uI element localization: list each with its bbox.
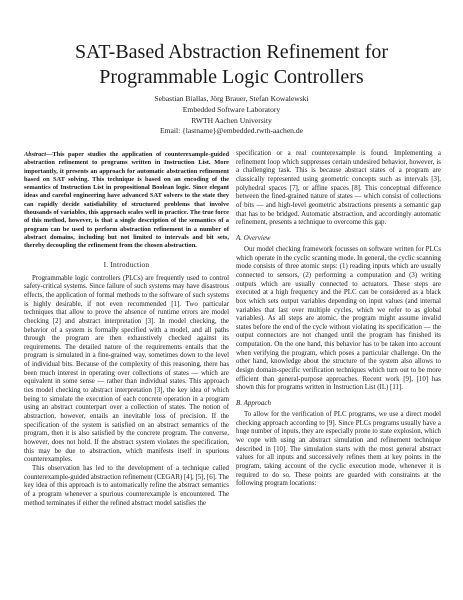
author-email: Email: {lastname}@embedded.rwth-aachen.de (159, 126, 304, 136)
overview-paragraph: Our model checking framework focusses on software written for PLCs which operate in the cyclic scanning mode. In general, the cyclic scanning mode consists of three atomic steps: (1) reading inputs which are usually connected to sensors, (2) performing a computation and (3) writing outputs which are usually connected to actuators. These steps are executed at a high frequency and the PLC can be considered as a black box which sets output variables depending on input values (and internal variables that last over multiple cycles, which we refer to as global variables). As all steps are atomic, the program might assume invalid states before the end of the cycle without violating its specification — the output connectors are not changed until the program has finished its computation. On the one hand, this behavior has to be taken into account when verifying the program, which poses a particular challenge. On the other hand, knowledge about the structure of the system also allows to design domain-specific verification techniques which turn out to be more efficient than general-purpose approaches. Recent work [9], [10] has shown this for programs written in Instruction List (IL) [11]. (236, 245, 441, 392)
abstract (24, 151, 229, 251)
author-names: Sebastian Biallas, Jörg Brauer, Stefan Kowalewski (154, 94, 309, 103)
right-column (236, 150, 441, 489)
intro-paragraph-2-continued: specification or a real counterexample is found. Implementing a refinement loop which suppresses certain undesired behavior, however, is a challenging task. This is because abstract states of a program are classically represented using geometric concepts such as intervals [3], polyhedral spaces [7], or affine spaces [8]. This conceptual difference between the fined-grained nature of states — which consist of collections of bits — and high-level geometric abstractions presents a semantic gap that has to be bridged. Automatic abstraction, and accordingly automatic refinement, presents a technique to overcome this gap. (236, 150, 441, 227)
approach-paragraph: To allow for the verification of PLC programs, we use a direct model checking approach according to [9]. Since PLCs programs usually have a huge number of inputs, they are especially prone to state explosion, which we cope with using an abstract simulation and refinement technique described in [10]. The simulation starts with the most general abstract values for all inputs and successively refines them at key points in the program, taking account of the cyclic execution mode, whenever it is required to do so. These points are guarded with constraints at the following program locations: (236, 411, 441, 488)
affiliation-university: RWTH Aachen University (191, 115, 272, 125)
paper-title (0, 40, 463, 90)
abstract-text: —This paper studies the application of counterexample-guided abstraction refinement to programs written in Instruction List. More importantly, it presents an approach for automatic abstraction refinement based on SAT solving. This technique is based on an encoding of the semantics of Instruction List in propositional Boolean logic. Since elegant ideas and careful engineering have advanced SAT solvers to the state they can rapidly decide satisfiability of structured problems that involve thousands of variables, this approach scales well in practice. The true force of this method, however, is that a single description of the semantics of a program can be used to perform abstraction refinement in a number of abstract domains, including but not limited to intervals and bit sets, thereby decoupling the refinement from the chosen abstraction. (24, 151, 229, 250)
section-heading-introduction: I. Introduction (103, 259, 150, 269)
title-line-2: Programmable Logic Controllers (99, 66, 364, 88)
affiliation-lab: Embedded Software Laboratory (182, 104, 281, 114)
intro-paragraph-1: Programmable logic controllers (PLCs) are frequently used to control safety-critical systems. Since failure of such systems may have disastrous effects, the application of formal methods to the software of such systems is highly desirable, if not even recommended [1]. Two particular techniques that allow to prove the absence of runtime errors are model checking [2] and abstract interpretation [3]. In model checking, the behavior of a system is formally specified with a model, and all paths through the program are then exhaustively checked against its requirements. The detailed nature of the requirements entails that the program is simulated in a fine-grained way, sometimes down to the level of individual bits. Because of the complexity of this reasoning, there has been much interest in operating over collections of states — which are equivalent in some sense — rather than individual states. This approach ties model checking to abstract interpretation [3], the key idea of which being to simulate the execution of each concrete operation in a program using an abstract counterpart over a collection of states. The notion of abstraction, however, entails an inevitable loss of precision. If the specification of the system is satisfied on an abstract semantics of the program, then it is also satisfied by the concrete program. The converse, however, does not hold. If the abstract system violates the specification, this may be due to abstraction, which manifests itself in spurious counterexamples. (24, 274, 229, 464)
subsection-heading-overview: A. Overview (236, 233, 271, 242)
subsection-heading-approach: B. Approach (236, 399, 271, 408)
author-block (0, 94, 463, 137)
intro-paragraph-2: This observation has led to the development of a technique called counterexample-guided abstraction refinement (CEGAR) [4], [5], [6]. The key idea of this approach is to automatically refine the abstract semantics of a program whenever a spurious counterexample is encountered. The method terminates if either the refined abstract model satisfies the (24, 465, 229, 507)
left-column (24, 151, 229, 508)
abstract-label: Abstract (24, 151, 47, 158)
title-line-1: SAT-Based Abstraction Refinement for (74, 41, 389, 63)
